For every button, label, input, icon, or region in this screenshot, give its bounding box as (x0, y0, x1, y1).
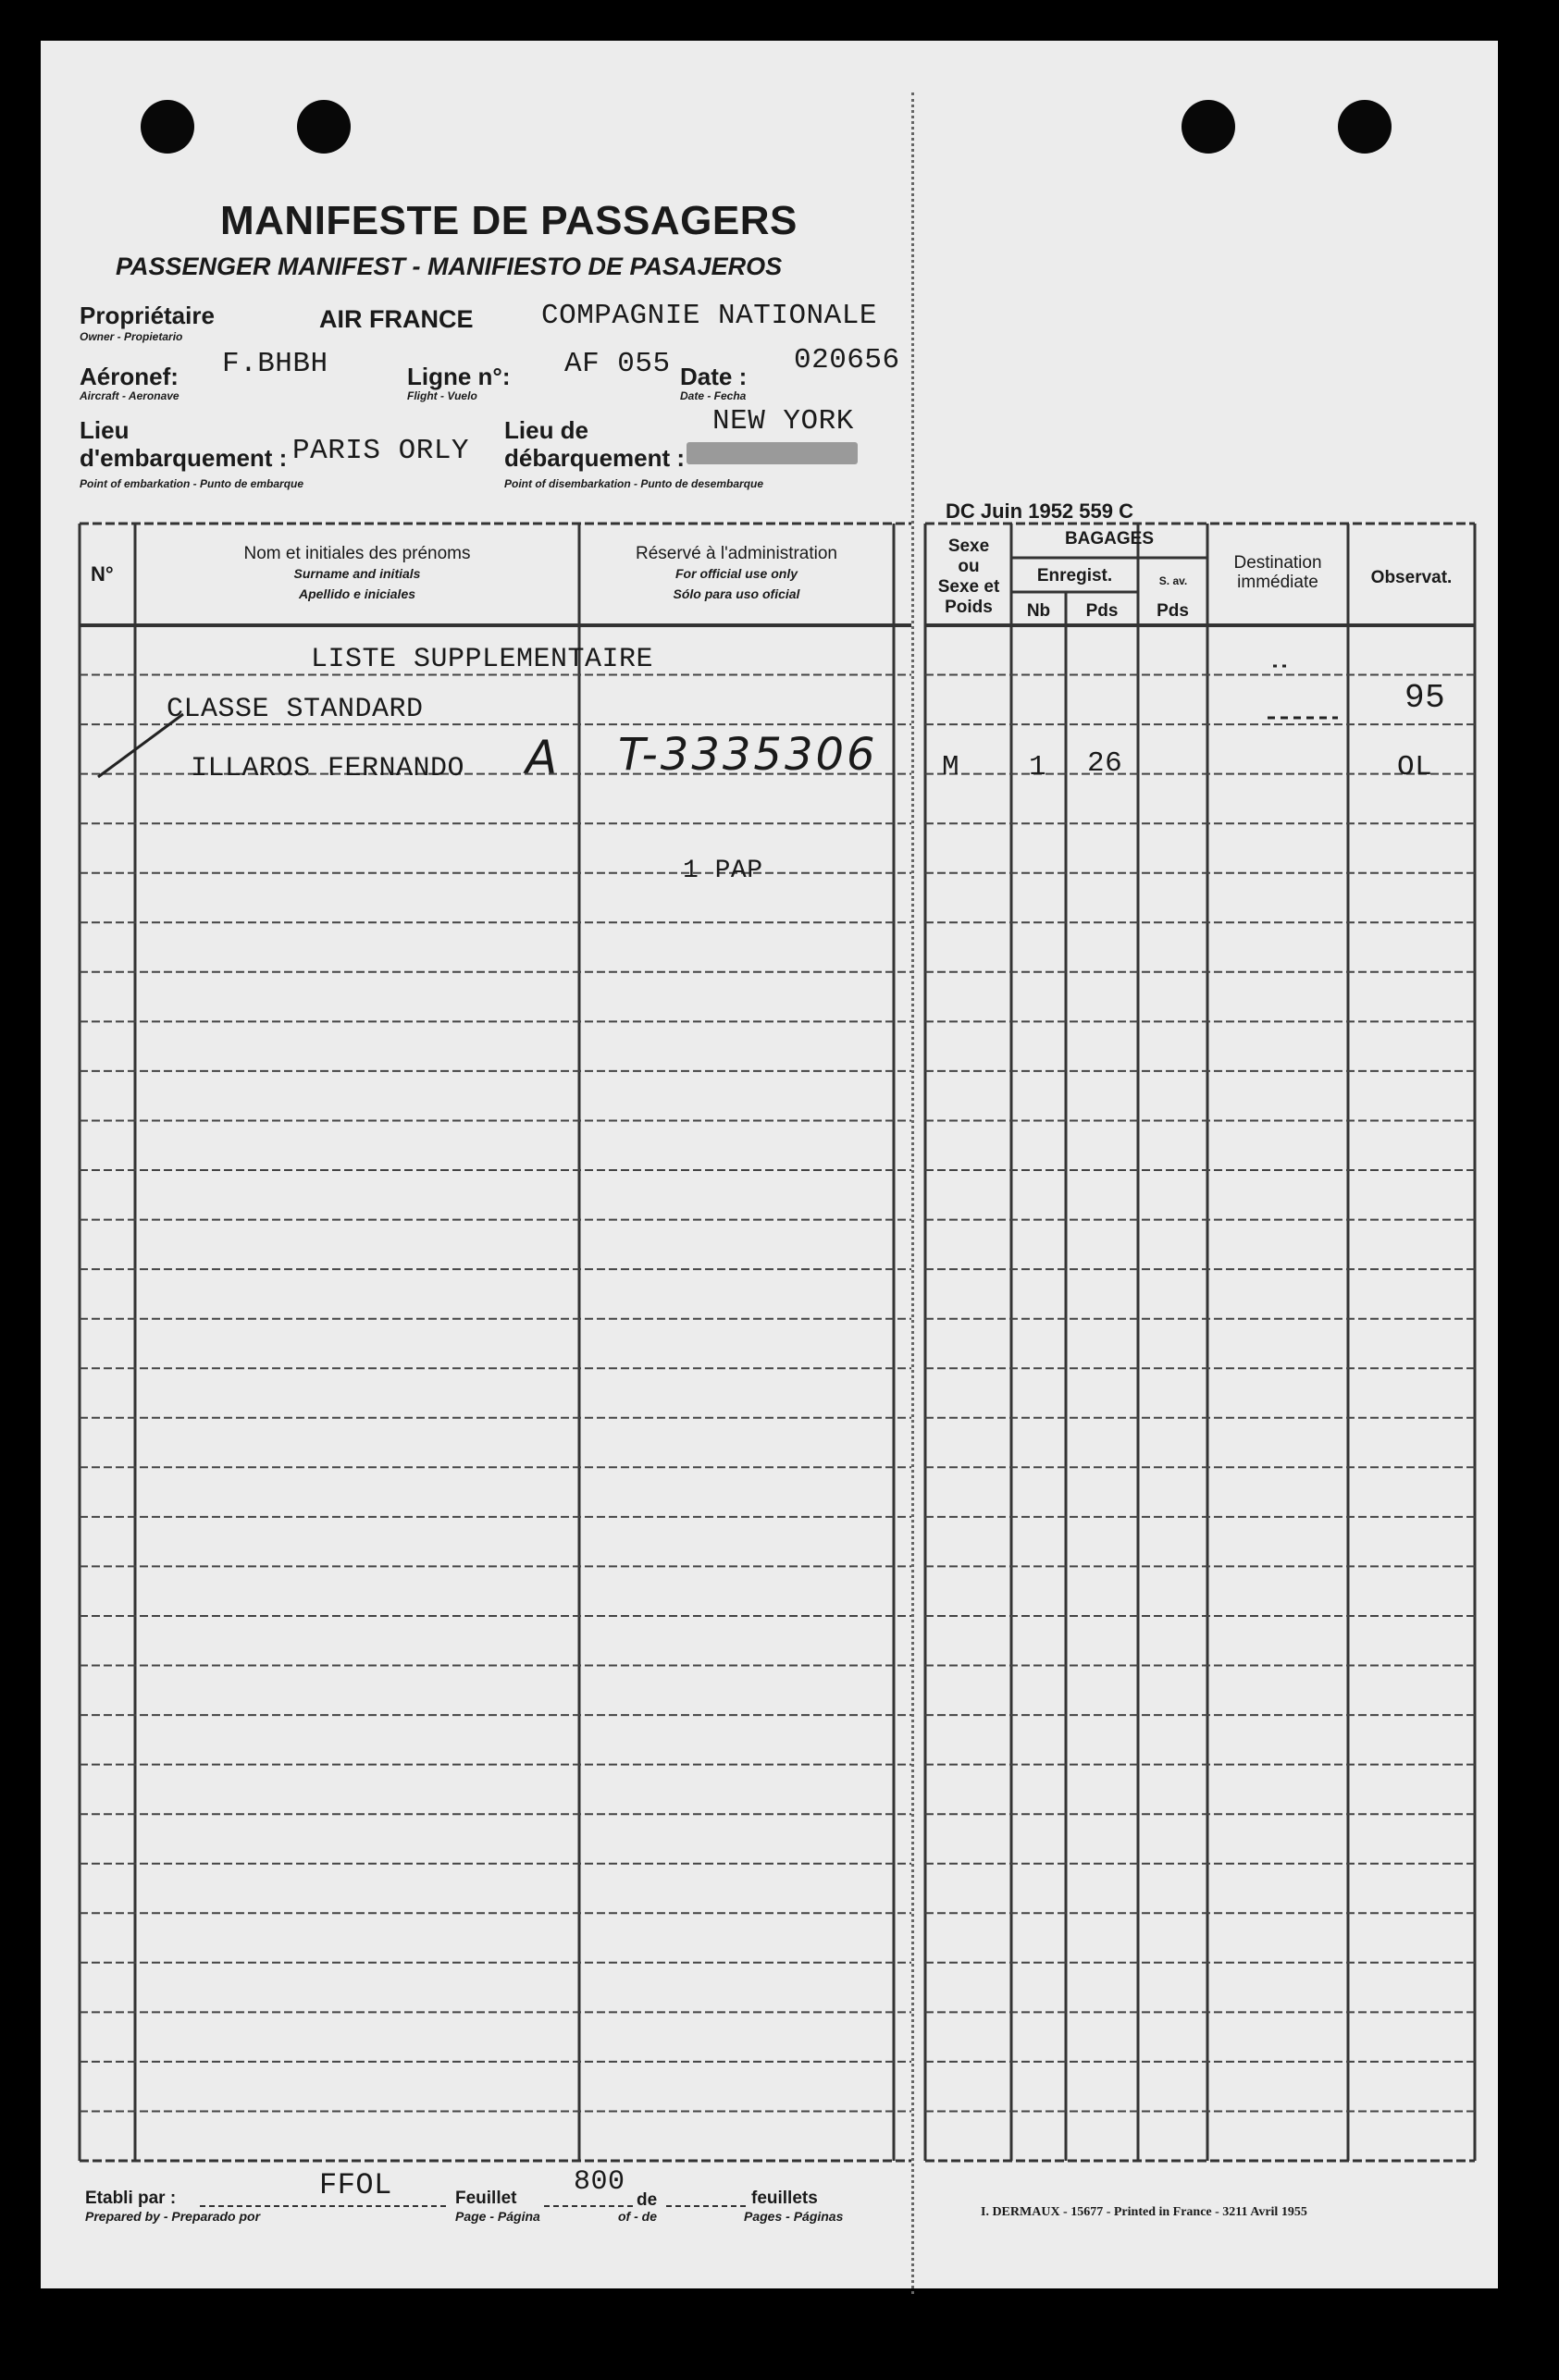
prepared-by-label: Etabli par : (85, 2189, 177, 2208)
page-value: 800 (574, 2166, 625, 2198)
column-header-nb: Nb (1026, 601, 1051, 621)
page-sublabel: Page - Página (455, 2209, 540, 2224)
column-header-admin-sub2: Sólo para uso oficial (673, 586, 800, 601)
column-header-sex-line4: Poids (945, 598, 993, 617)
column-header-sav: S. av. (1158, 574, 1188, 587)
pages-sublabel: Pages - Páginas (744, 2209, 844, 2224)
column-header-sex-line1: Sexe (947, 536, 990, 556)
passenger-ticket: T-3335306 (618, 729, 878, 781)
baggage-weight: 26 (1087, 747, 1123, 780)
disembark-value: NEW YORK (712, 405, 854, 438)
column-header-name (139, 544, 575, 604)
owner-printed: AIR FRANCE (319, 305, 474, 333)
disembark-label-line1: Lieu de (504, 416, 589, 444)
supplementary-list-line: LISTE SUPPLEMENTAIRE (311, 644, 654, 675)
pages-label: feuillets (751, 2189, 818, 2208)
aircraft-sublabel: Aircraft - Aeronave (80, 389, 179, 402)
flight-label: Ligne n°: (407, 363, 511, 390)
class-observation: 95 (1404, 679, 1446, 717)
page-label: Feuillet (455, 2189, 517, 2208)
column-header-number: N° (91, 562, 114, 586)
column-header-admin (583, 544, 890, 604)
flight-sublabel: Flight - Vuelo (407, 389, 477, 402)
date-value: 020656 (794, 344, 900, 376)
baggage-count: 1 (1029, 751, 1047, 783)
column-header-pds: Pds (1085, 601, 1119, 621)
date-sublabel: Date - Fecha (680, 389, 747, 402)
prepared-by-sublabel: Prepared by - Preparado por (85, 2209, 261, 2224)
paper-count-line: 1 PAP (683, 857, 763, 885)
form-title: MANIFESTE DE PASSAGERS (220, 198, 798, 243)
column-header-destination-line1: Destination (1233, 553, 1322, 573)
form-subtitle: PASSENGER MANIFEST - MANIFIESTO DE PASAJEROS (116, 253, 783, 280)
column-header-bagages: BAGAGES (1064, 529, 1155, 549)
disembark-label-line2: débarquement : (504, 444, 686, 472)
column-header-destination-line2: immédiate (1237, 573, 1318, 592)
passenger-sex: M (942, 751, 960, 783)
passenger-name: ILLAROS FERNANDO (191, 753, 465, 784)
column-header-admin-sub1: For official use only (675, 566, 798, 581)
embark-value: PARIS ORLY (292, 435, 470, 467)
passenger-mark: A (526, 731, 558, 784)
aircraft-value: F.BHBH (222, 348, 328, 380)
embark-sublabel: Point of embarkation - Punto de embarque (80, 477, 304, 490)
passenger-observation: OL (1397, 751, 1433, 783)
class-line: CLASSE STANDARD (167, 694, 424, 725)
of-label: de (637, 2190, 658, 2210)
column-header-observations: Observat. (1370, 568, 1453, 587)
owner-sublabel: Owner - Propietario (80, 330, 183, 343)
disembark-sublabel: Point of disembarkation - Punto de desembarque (504, 477, 764, 490)
column-header-destination (1207, 553, 1348, 592)
column-header-name-sub2: Apellido e iniciales (298, 586, 416, 601)
aircraft-label: Aéronef: (80, 363, 179, 390)
column-header-name-sub1: Surname and initials (293, 566, 421, 581)
embark-label-line1: Lieu (80, 416, 130, 444)
column-header-enregist: Enregist. (1036, 566, 1113, 586)
date-label: Date : (680, 363, 748, 390)
embark-label-line2: d'embarquement : (80, 444, 288, 472)
column-header-admin-label: Réservé à l'administration (636, 544, 837, 563)
of-sublabel: of - de (618, 2209, 657, 2224)
column-header-sex-line2: ou (958, 557, 980, 576)
column-header-pds-sav: Pds (1157, 601, 1189, 621)
prepared-by-value: FFOL (319, 2168, 392, 2202)
form-code: DC Juin 1952 559 C (946, 499, 1133, 523)
column-header-sex-line3: Sexe et (937, 577, 1000, 597)
printer-imprint: I. DERMAUX - 15677 - Printed in France - 3211 Avril 1955 (981, 2205, 1307, 2219)
column-header-sex (927, 536, 1010, 618)
column-header-name-label: Nom et initiales des prénoms (243, 544, 471, 563)
flight-value: AF 055 (564, 348, 671, 380)
owner-value: COMPAGNIE NATIONALE (541, 300, 877, 332)
owner-label: Propriétaire (80, 302, 215, 329)
